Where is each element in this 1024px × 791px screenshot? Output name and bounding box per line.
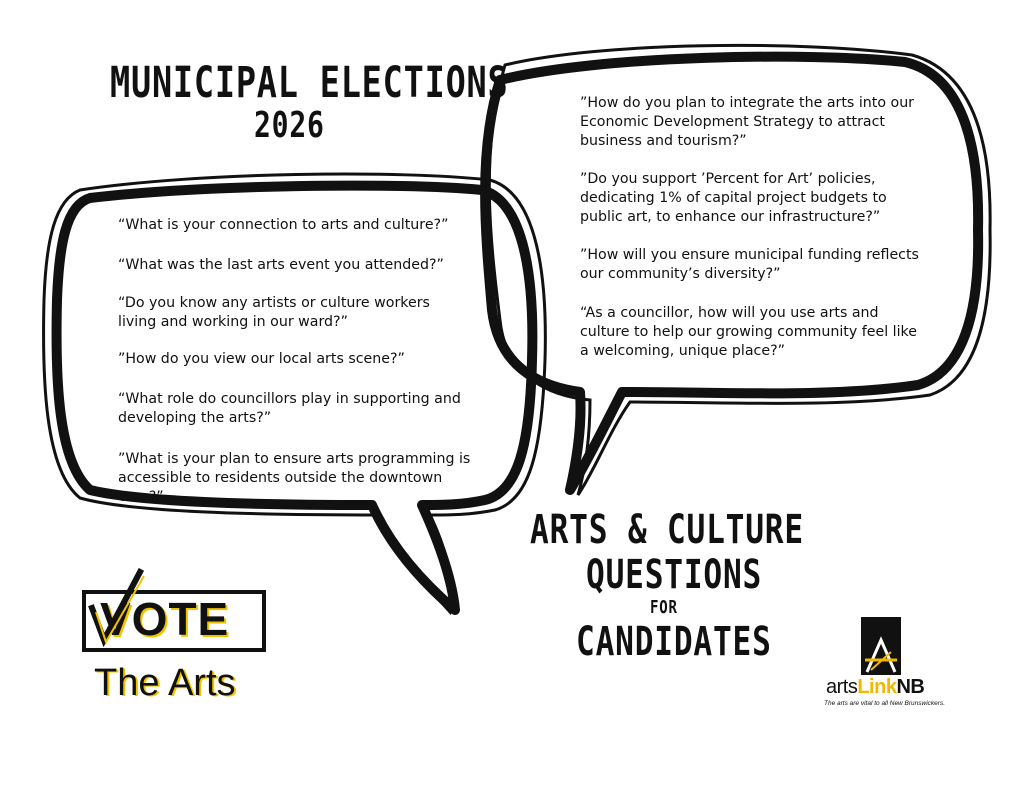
logo-word-link: Link xyxy=(857,676,897,698)
page-title: MUNICIPAL ELECTIONS xyxy=(110,58,509,108)
vote-tagline: The Arts xyxy=(94,662,236,704)
page-year: 2026 xyxy=(254,105,325,146)
subtitle-line-1: ARTS & CULTURE xyxy=(530,507,804,553)
subtitle-line-4: CANDIDATES xyxy=(576,619,772,665)
question-left-5: “What role do councillors play in supporting and developing the arts?” xyxy=(118,391,461,426)
question-right-2: ”Do you support ’Percent for Art’ policies, dedicating 1% of capital project budgets to public art, to enhance our infrastructure?” xyxy=(580,171,887,225)
compass-a-icon xyxy=(861,630,901,675)
question-left-1: “What is your connection to arts and culture?” xyxy=(118,217,449,233)
logo-wordmark xyxy=(826,676,924,699)
subtitle-line-3: FOR xyxy=(650,597,678,618)
logo-word-nb: NB xyxy=(896,676,925,698)
subtitle-line-2: QUESTIONS xyxy=(586,552,763,598)
question-left-6: ”What is your plan to ensure arts programming is accessible to residents outside the downtown core?” xyxy=(118,451,471,505)
vote-word: VOTE xyxy=(100,593,230,645)
question-left-3: “Do you know any artists or culture workers living and working in our ward?” xyxy=(118,295,430,330)
question-right-4: “As a councillor, how will you use arts and culture to help our growing community feel like a welcoming, unique place?” xyxy=(580,305,917,359)
question-left-2: “What was the last arts event you attended?” xyxy=(118,257,444,273)
question-right-3: ”How will you ensure municipal funding reflects our community’s diversity?” xyxy=(580,247,919,282)
checkmark-icon xyxy=(88,568,148,648)
question-right-1: ”How do you plan to integrate the arts into our Economic Development Strategy to attract business and tourism?” xyxy=(580,95,915,149)
question-left-4: ”How do you view our local arts scene?” xyxy=(118,351,405,367)
logo-word-arts: arts xyxy=(826,676,858,698)
logo-tagline: The arts are vital to all New Brunswickers. xyxy=(824,700,946,707)
